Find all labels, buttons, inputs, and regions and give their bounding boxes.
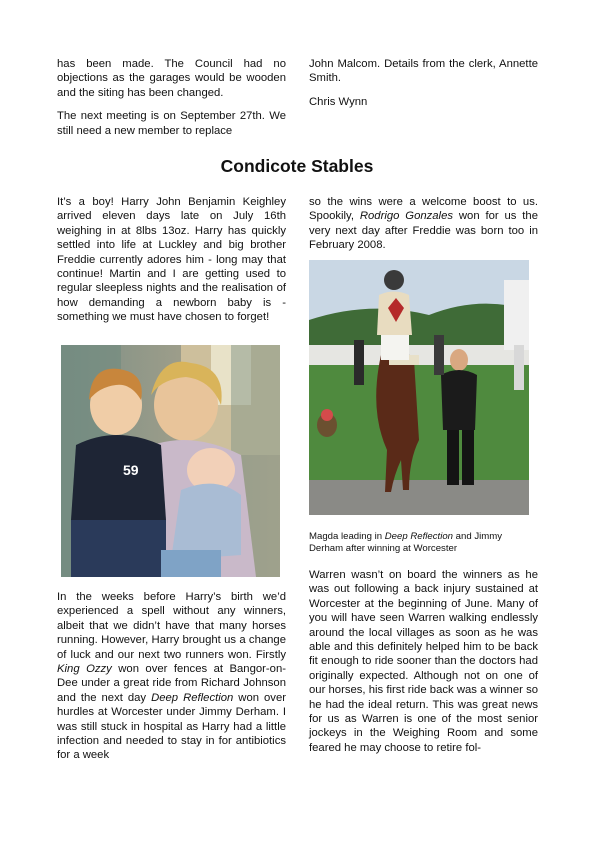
warren-paragraph: Warren wasn’t on board the winners as he was out following a back injury sustained at Worcester at the beginning of June. Many of you will have seen Warren walking endlessly around the local villages as soon as he was able and this definitely helped him to be back fit enough to ride sooner than the doctors had originally expected. Although not on one of our horses, his first ride back was a winner so he had the ideal return. This was great news for us as Warren is one of the most senior jockeys in the Weighing Room and some feared he may choose to retire fol- <box>309 569 538 754</box>
top-left-column <box>57 57 286 147</box>
author-signature: Chris Wynn <box>309 95 368 108</box>
birth-announcement: It’s a boy! Harry John Benjamin Keighley arrived eleven days late on July 16th weighing in at 8lbs 13oz. Harry has quickly settled into life at Luckley and big brother Freddie currently adores him - long may that continue! Martin and I are getting used to regular sleepless nights and the realisation of how demanding a newborn baby is - something we must have chosen to forget! <box>57 196 286 324</box>
top-right-column <box>309 57 538 118</box>
article-intro-right <box>309 195 538 262</box>
winners-paragraph: In the weeks before Harry’s birth we’d experienced a spell without any winners, albeit that we didn’t have that many horses running. However, Harry brought us a change of luck and our next two runners won. Firstly King Ozzy won over fences at Bangor-on-Dee under a great ride from Richard Johnson and the next day Deep Reflection won over hurdles at Worcester under Jimmy Derham. I was still stuck in hospital as Harry had a little infection and needed to stay in for antibiotics for a week <box>57 591 286 762</box>
article-title: Condicote Stables <box>220 156 374 176</box>
horse-name: Deep Reflection <box>384 531 454 542</box>
horse-name: King Ozzy <box>57 663 112 676</box>
article-intro-left <box>57 195 286 334</box>
racehorse-photo <box>309 260 529 515</box>
horse-name: Rodrigo Gonzales <box>359 210 454 223</box>
svg-text:59: 59 <box>123 462 139 478</box>
article-body-left <box>57 590 286 772</box>
clerk-paragraph: John Malcom. Details from the clerk, Annette Smith. <box>309 58 538 85</box>
article-body-right <box>309 568 538 764</box>
council-paragraph: has been made. The Council had no objections as the garages would be wooden and the siting has been changed. <box>57 58 286 99</box>
wins-paragraph: so the wins were a welcome boost to us. Spookily, Rodrigo Gonzales won for us the very next day after Freddie was born too in February 2008. <box>309 196 538 252</box>
photo-caption: Magda leading in Deep Reflection and Jimmy Derham after winning at Worcester <box>309 531 503 555</box>
family-photo <box>61 345 280 577</box>
meeting-paragraph: The next meeting is on September 27th. We still need a new member to replace <box>57 110 286 137</box>
horse-name: Deep Reflection <box>151 691 234 704</box>
